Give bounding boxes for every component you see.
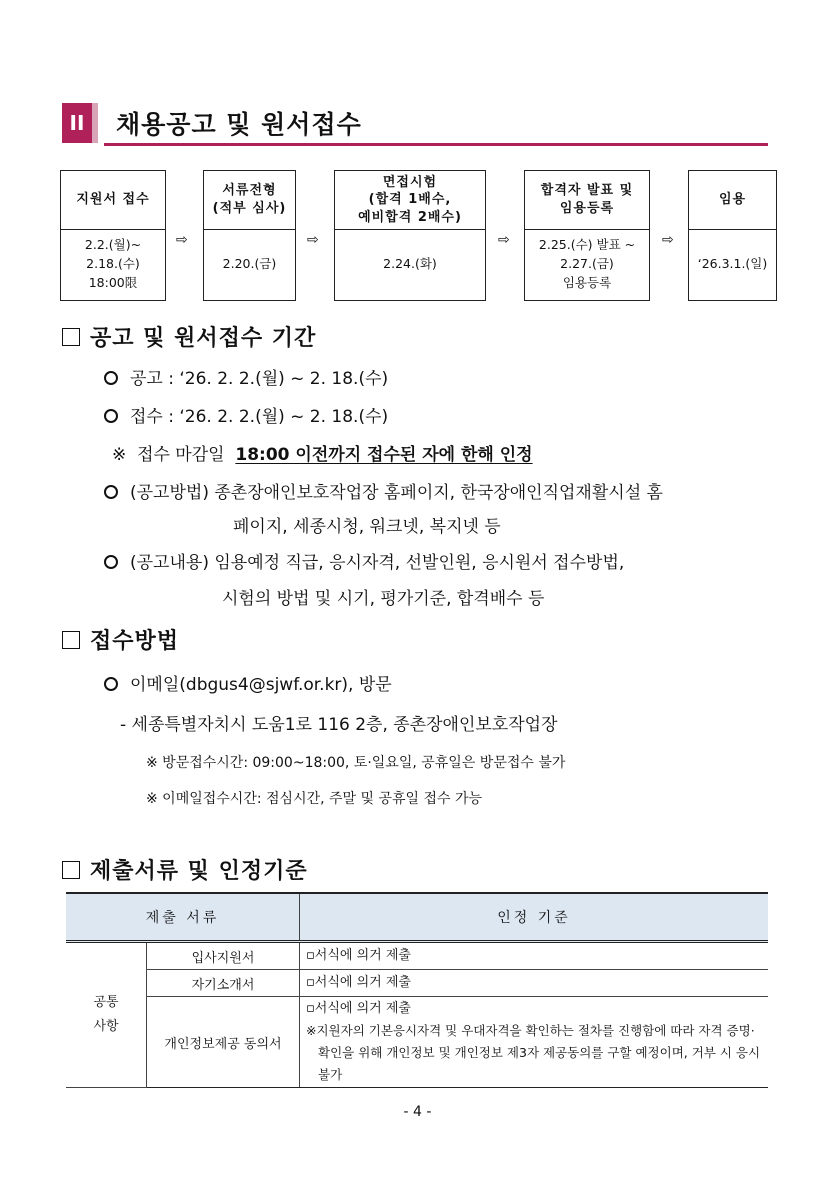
document-criteria-cell (300, 997, 769, 1088)
flow-step-announcement (524, 170, 650, 301)
deadline-underlined: 18:00 이전까지 접수된 자에 한해 인정 (235, 445, 533, 465)
document-name: 입사지원서 (147, 942, 300, 970)
document-criteria: ▫서식에 의거 제출 (300, 970, 769, 997)
column-header-criteria: 인정 기준 (300, 893, 769, 942)
page-number: - 4 - (403, 1104, 432, 1120)
section-title-rule (104, 143, 768, 146)
flow-step-date: ‘26.3.1.(일) (697, 256, 768, 272)
circle-bullet-icon (104, 485, 118, 499)
circle-bullet-icon (104, 555, 118, 569)
checkbox-square-icon (62, 631, 80, 649)
section-number-badge (62, 103, 98, 143)
flow-step-interview (334, 170, 486, 301)
flow-arrow-icon: ⇨ (662, 232, 674, 248)
flow-step-title: 면접시험 (합격 1배수, 예비합격 2배수) (335, 171, 485, 230)
flow-step-title: 임용 (689, 171, 776, 230)
deadline-note: ※ 접수 마감일 18:00 이전까지 접수된 자에 한해 인정 (112, 445, 533, 465)
receipt-period: 접수 : ‘26. 2. 2.(월) ~ 2. 18.(수) (104, 402, 388, 427)
flow-step-title: 합격자 발표 및 임용등록 (525, 171, 649, 230)
section-number: II (69, 111, 85, 135)
table-row (66, 970, 768, 997)
table-header-row (66, 893, 768, 942)
receipt-method-item: 이메일(dbgus4@sjwf.or.kr), 방문 (104, 670, 392, 695)
email-hours-note: ※ 이메일접수시간: 점심시간, 주말 및 공휴일 접수 가능 (146, 791, 483, 807)
checkbox-square-icon (62, 861, 80, 879)
document-criteria: ▫서식에 의거 제출 (300, 942, 769, 970)
flow-step-document-screening (203, 170, 296, 301)
announce-method: (공고방법) 종촌장애인보호작업장 홈페이지, 한국장애인직업재활시설 홈 (104, 478, 663, 503)
flow-step-date: 2.20.(금) (222, 256, 277, 272)
flow-step-appointment (688, 170, 777, 301)
category-cell: 공통 사항 (66, 942, 147, 1088)
column-header-documents: 제출 서류 (66, 893, 300, 942)
flow-step-date: 2.24.(화) (383, 256, 437, 272)
period-heading: 공고 및 원서접수 기간 (62, 321, 316, 352)
flow-step-date: 2.2.(월)~ 2.18.(수) 18:00限 (84, 237, 142, 290)
checkbox-square-icon (62, 328, 80, 346)
documents-heading: 제출서류 및 인정기준 (62, 854, 308, 885)
flow-arrow-icon: ⇨ (307, 232, 319, 248)
circle-bullet-icon (104, 371, 118, 385)
flow-arrow-icon: ⇨ (498, 232, 510, 248)
flow-arrow-icon: ⇨ (176, 232, 188, 248)
document-criteria: ▫서식에 의거 제출 (306, 1001, 411, 1016)
document-name: 개인정보제공 동의서 (147, 997, 300, 1088)
table-row (66, 997, 768, 1088)
flow-step-application (60, 170, 166, 301)
receipt-method-heading: 접수방법 (62, 624, 179, 655)
documents-table (66, 892, 768, 1088)
section-title: 채용공고 및 원서접수 (116, 110, 362, 139)
notice-period: 공고 : ‘26. 2. 2.(월) ~ 2. 18.(수) (104, 364, 388, 389)
flow-step-title: 지원서 접수 (61, 171, 165, 230)
visit-address: - 세종특별자치시 도움1로 116 2층, 종촌장애인보호작업장 (120, 715, 558, 735)
privacy-consent-note: ※지원자의 기본응시자격 및 우대자격을 확인하는 절차를 진행함에 따라 자격 증명·확인을 위해 개인정보 및 개인정보 제3자 제공동의를 구할 예정이며, 거부 시 응시 불가 (306, 1022, 761, 1082)
announce-content: (공고내용) 임용예정 직급, 응시자격, 선발인원, 응시원서 접수방법, (104, 548, 624, 573)
document-name: 자기소개서 (147, 970, 300, 997)
circle-bullet-icon (104, 677, 118, 691)
flow-step-title: 서류전형 (적부 심사) (204, 171, 295, 230)
visit-hours-note: ※ 방문접수시간: 09:00~18:00, 토·일요일, 공휴일은 방문접수 불가 (146, 755, 566, 771)
table-row (66, 942, 768, 970)
flow-step-date: 2.25.(수) 발표 ~ 2.27.(금) 임용등록 (538, 237, 636, 290)
circle-bullet-icon (104, 409, 118, 423)
announce-content-cont: 시험의 방법 및 시기, 평가기준, 합격배수 등 (222, 589, 545, 609)
announce-method-cont: 페이지, 세종시청, 워크넷, 복지넷 등 (233, 517, 501, 537)
